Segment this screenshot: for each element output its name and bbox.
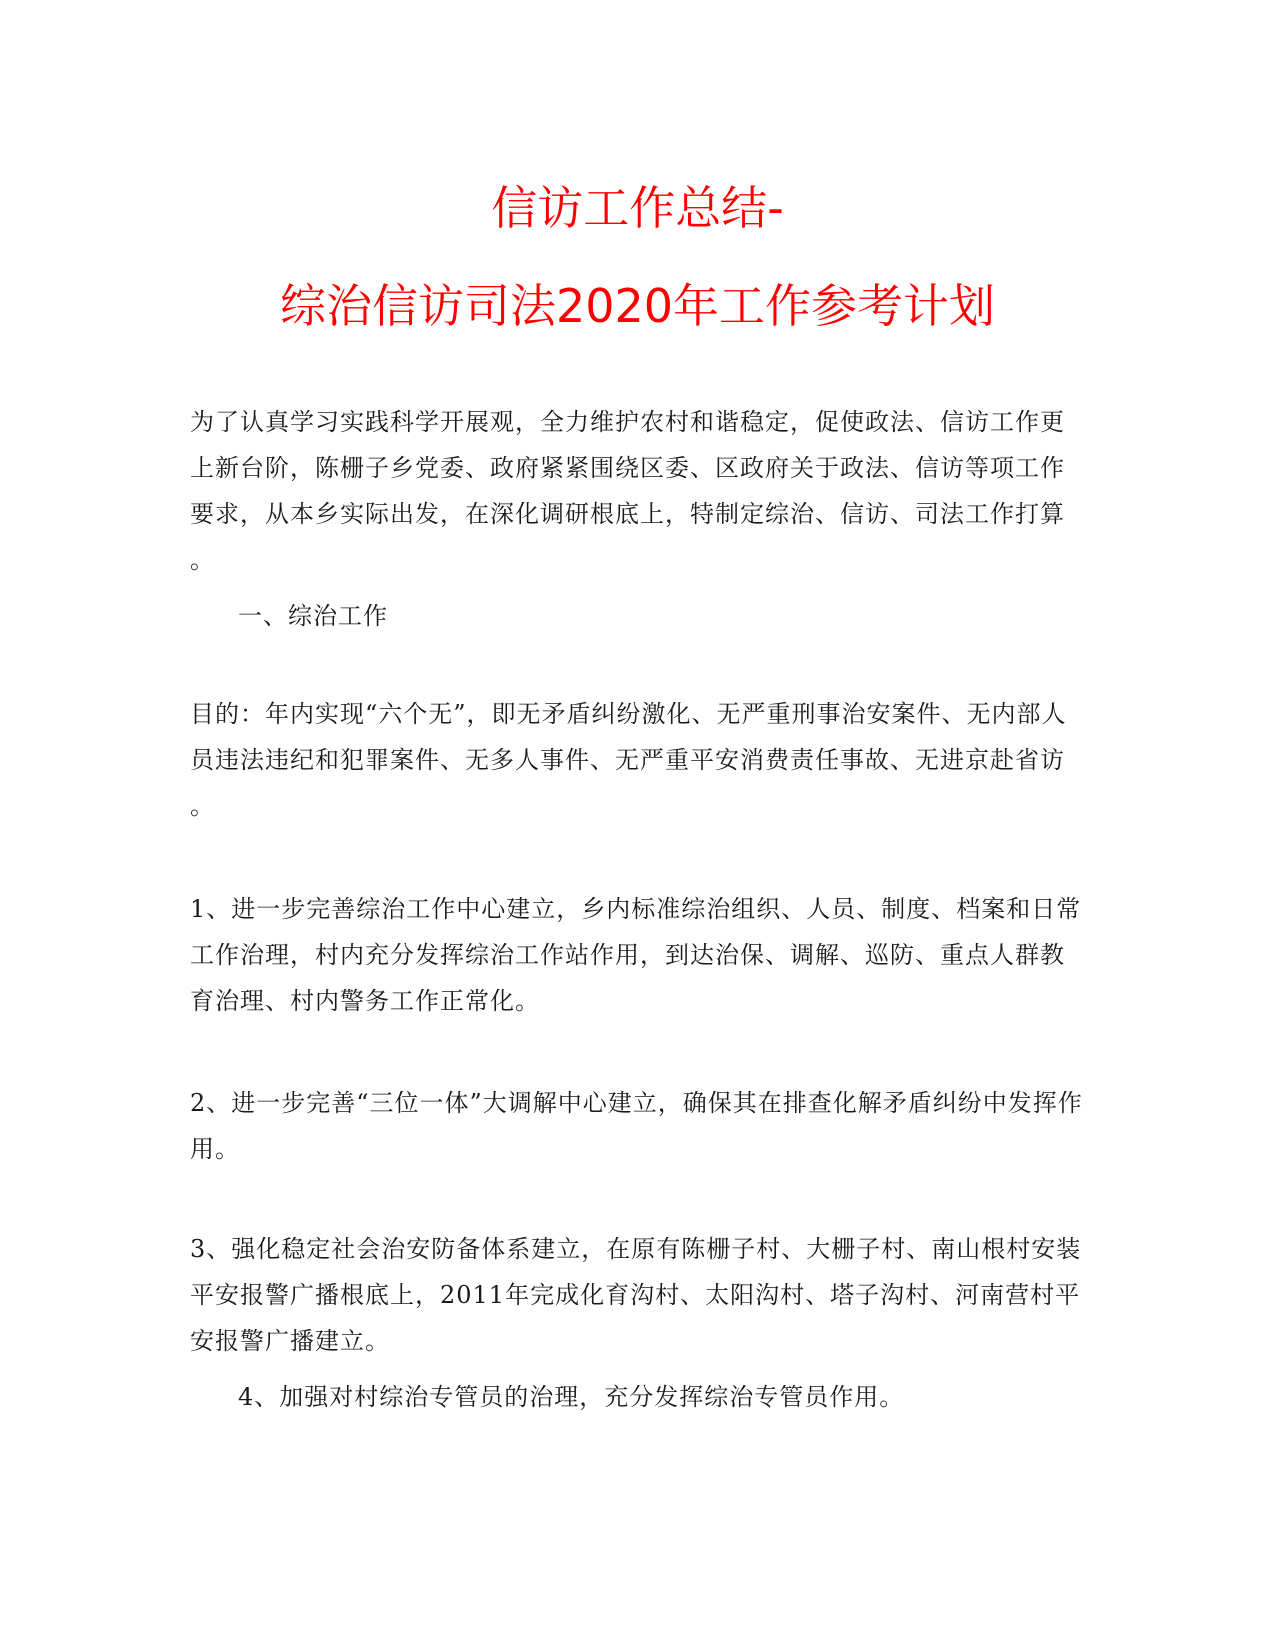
section-heading-comprehensive-governance [238,593,1128,639]
list-item-line: 安报警广播建立。 [190,1327,390,1355]
list-item-line: 4、加强对村综治专管员的治理，充分发挥综治专管员作用。 [238,1383,905,1411]
intro-line: 上新台阶，陈栅子乡党委、政府紧紧围绕区委、区政府关于政法、信访等项工作 [190,454,1065,482]
list-item-2 [190,1080,1083,1172]
goal-line: 。 [190,792,215,820]
intro-paragraph [190,399,1080,583]
list-item-line: 用。 [190,1135,240,1163]
goal-line: 员违法违纪和犯罪案件、无多人事件、无严重平安消费责任事故、无进京赴省访 [190,746,1065,774]
intro-line: 为了认真学习实践科学开展观，全力维护农村和谐稳定，促使政法、信访工作更 [190,408,1065,436]
list-item-1 [190,886,1080,1024]
list-item-line: 3、强化稳定社会治安防备体系建立，在原有陈栅子村、大栅子村、南山根村安装 [190,1235,1082,1263]
section-heading-text: 一、综治工作 [238,602,388,630]
list-item-3 [190,1226,1080,1364]
list-item-line: 2、进一步完善“三位一体”大调解中心建立，确保其在排查化解矛盾纠纷中发挥作 [190,1089,1083,1117]
intro-line: 。 [190,546,215,574]
list-item-4 [238,1374,1128,1420]
document-title-line-2: 综治信访司法2020年工作参考计划 [279,279,996,333]
goal-paragraph [190,691,1080,829]
document-title-line-1: 信访工作总结- [491,181,784,235]
list-item-line: 工作治理，村内充分发挥综治工作站作用，到达治保、调解、巡防、重点人群教 [190,941,1065,969]
list-item-line: 育治理、村内警务工作正常化。 [190,987,540,1015]
list-item-line: 平安报警广播根底上，2011年完成化育沟村、太阳沟村、塔子沟村、河南营村平 [190,1281,1081,1309]
goal-line: 目的：年内实现“六个无”，即无矛盾纠纷激化、无严重刑事治安案件、无内部人 [190,700,1067,728]
list-item-line: 1、进一步完善综治工作中心建立，乡内标准综治组织、人员、制度、档案和日常 [190,895,1082,923]
intro-line: 要求，从本乡实际出发，在深化调研根底上，特制定综治、信访、司法工作打算 [190,500,1065,528]
